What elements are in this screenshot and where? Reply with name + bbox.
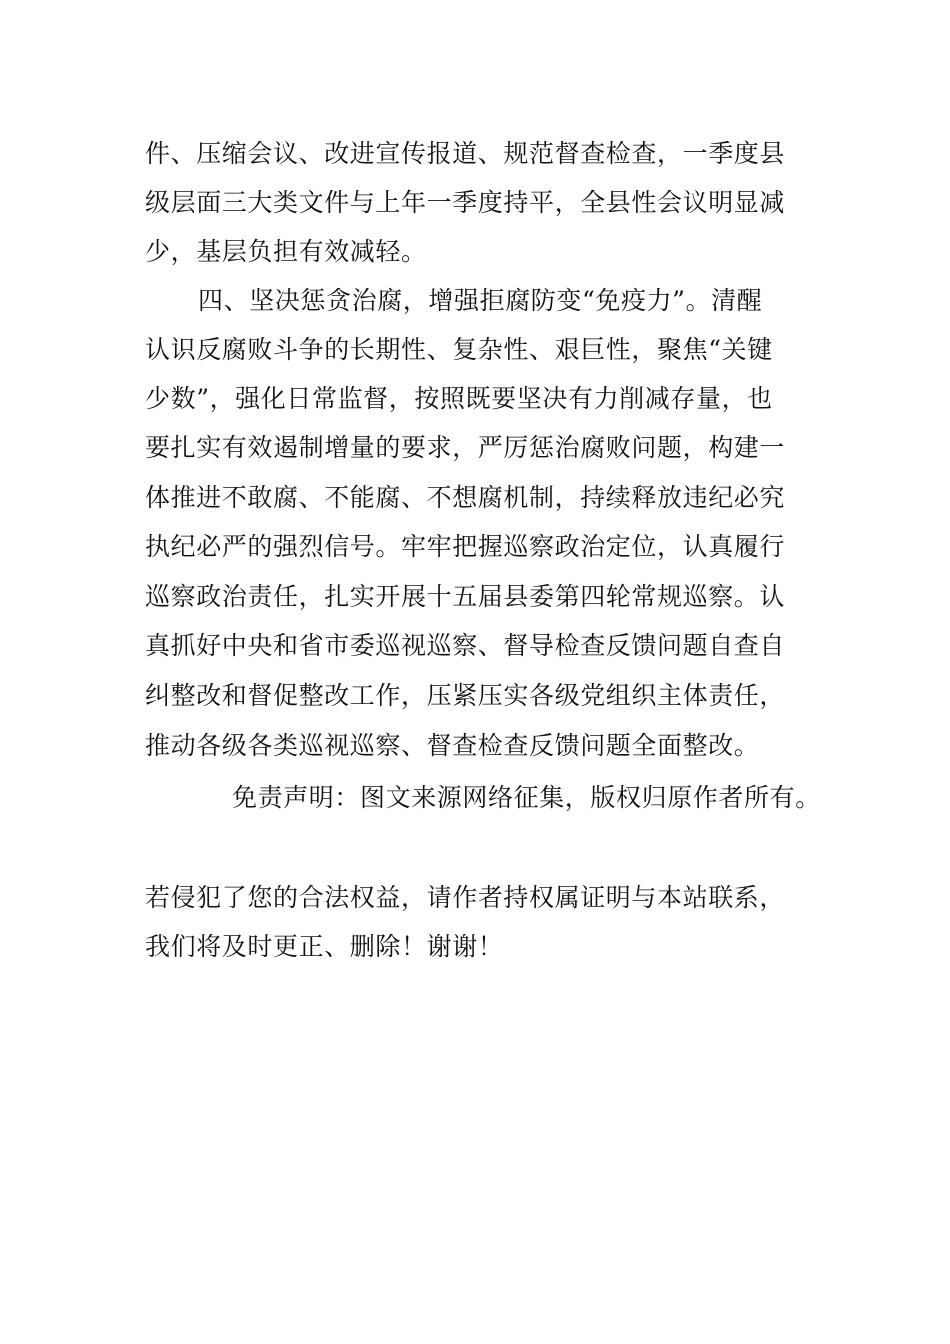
disclaimer-line: 免责声明：图文来源网络征集，版权归原作者所有。 xyxy=(232,783,821,812)
body-text-line: 巡察政治责任，扎实开展十五届县委第四轮常规巡察。认 xyxy=(145,582,786,611)
body-text-line: 纠整改和督促整改工作，压紧压实各级党组织主体责任， xyxy=(145,681,786,710)
body-text-line: 推动各级各类巡视巡察、督查检查反馈问题全面整改。 xyxy=(145,731,760,760)
body-text-line: 少数”，强化日常监督，按照既要坚决有力削减存量，也 xyxy=(145,384,773,413)
notice-line: 我们将及时更正、删除！谢谢！ xyxy=(145,932,504,961)
section-four-first-line: 四、坚决惩贪治腐，增强拒腐防变“免疫力”。清醒 xyxy=(198,286,763,315)
body-text-line: 要扎实有效遏制增量的要求，严厉惩治腐败问题，构建一 xyxy=(145,433,786,462)
body-text-line: 执纪必严的强烈信号。牢牢把握巡察政治定位，认真履行 xyxy=(145,532,786,561)
body-text-line: 级层面三大类文件与上年一季度持平，全县性会议明显减 xyxy=(145,188,786,217)
body-text-line: 体推进不敢腐、不能腐、不想腐机制，持续释放违纪必究 xyxy=(145,483,786,512)
body-text-line: 认识反腐败斗争的长期性、复杂性、艰巨性，聚焦“关键 xyxy=(145,335,773,364)
notice-line: 若侵犯了您的合法权益，请作者持权属证明与本站联系， xyxy=(145,883,786,912)
body-text-line: 少，基层负担有效减轻。 xyxy=(145,237,427,266)
body-text-line: 真抓好中央和省市委巡视巡察、督导检查反馈问题自查自 xyxy=(145,631,786,660)
body-text-line: 件、压缩会议、改进宣传报道、规范督查检查，一季度县 xyxy=(145,139,786,168)
